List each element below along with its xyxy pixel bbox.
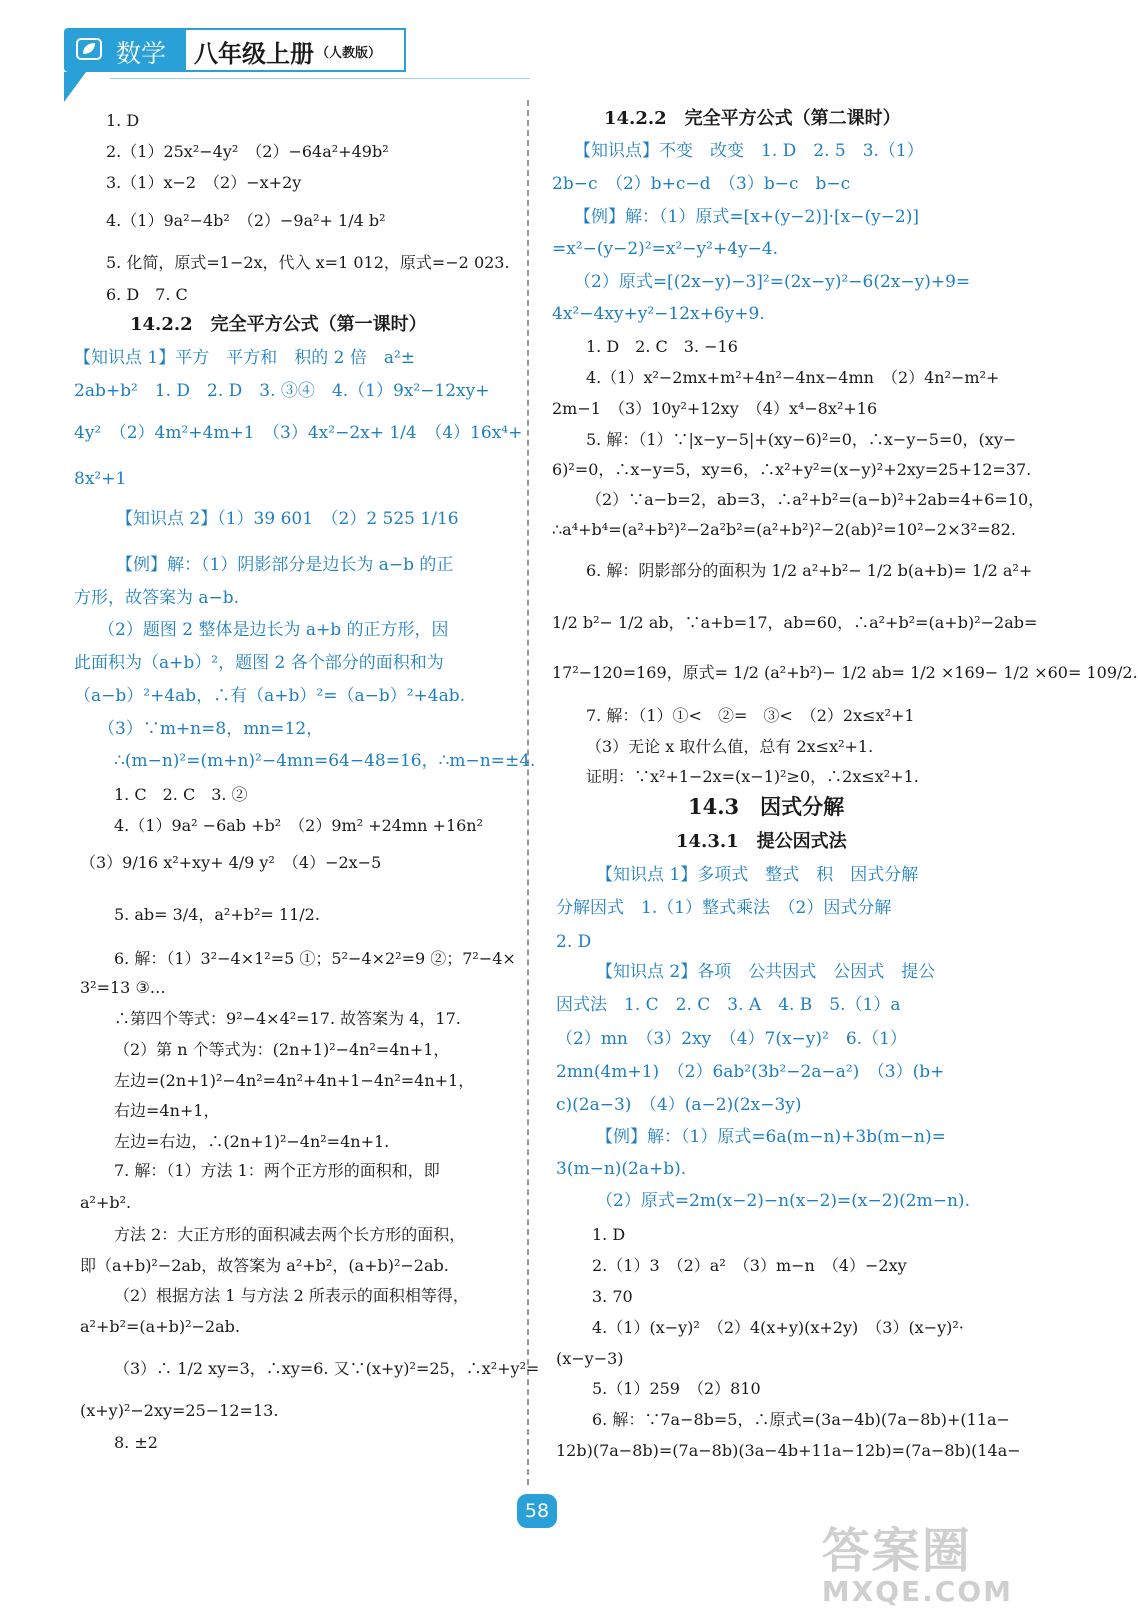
chapter-heading: 14.3 因式分解 <box>688 794 845 819</box>
section-heading: 14.2.2 完全平方公式（第一课时） <box>130 314 427 335</box>
watermark-url: MXQE.COM <box>821 1575 1013 1608</box>
answer-line: 6. D 7. C <box>106 285 188 304</box>
answer-line: （2）第 n 个等式为：(2n+1)²−4n²=4n+1， <box>114 1040 450 1059</box>
answer-line: 【例】解：（1）原式=6a(m−n)+3b(m−n)= <box>596 1127 946 1147</box>
answer-line: 【例】解：（1）原式=[x+(y−2)]·[x−(y−2)] <box>574 207 920 227</box>
answer-line: 【知识点 2】各项 公共因式 公因式 提公 <box>596 962 936 982</box>
answer-line: 6)²=0，∴x−y=5，xy=6，∴x²+y²=(x−y)²+2xy=25+12=37. <box>552 460 1032 479</box>
answer-line: （2）∵a−b=2，ab=3，∴a²+b²=(a−b)²+2ab=4+6=10， <box>586 490 1045 509</box>
answer-line: 2m−1 （3）10y²+12xy （4）x⁴−8x²+16 <box>552 399 878 418</box>
answer-line: 5. 化简，原式=1−2x，代入 x=1 012，原式=−2 023. <box>106 253 510 272</box>
grade-label: 八年级上册 <box>194 39 314 68</box>
answer-line: 2b−c （2）b+c−d （3）b−c b−c <box>552 174 851 194</box>
header-rule <box>110 78 530 79</box>
answer-line: 证明：∵x²+1−2x=(x−1)²≥0，∴2x≤x²+1. <box>586 767 919 786</box>
answer-line: 5. 解：（1）∵|x−y−5|+(xy−6)²=0，∴x−y−5=0，(xy− <box>586 430 1017 449</box>
answer-line: 4y² （2）4m²+4m+1 （3）4x²−2x+ 1/4 （4）16x⁴+ <box>74 423 523 443</box>
answer-line: 6. 解：阴影部分的面积为 1/2 a²+b²− 1/2 b(a+b)= 1/2 a²+ <box>586 561 1033 580</box>
answer-line: 2mn(4m+1) （2）6ab²(3b²−2a−a²) （3）(b+ <box>556 1062 945 1082</box>
answer-line: 1/2 b²− 1/2 ab，∵a+b=17，ab=60，∴a²+b²=(a+b)²−2ab= <box>552 613 1038 632</box>
answer-line: 【知识点】不变 改变 1. D 2. 5 3.（1） <box>574 141 924 161</box>
answer-line: 8x²+1 <box>74 469 127 489</box>
answer-line: c)(2a−3) （4）(a−2)(2x−3y) <box>556 1095 802 1115</box>
answer-line: (x−y−3) <box>556 1349 624 1368</box>
answer-line: 1. C 2. C 3. ② <box>114 785 248 804</box>
column-divider <box>527 100 529 1485</box>
page-number: 58 <box>517 1494 557 1528</box>
answer-line: 3.（1）x−2 （2）−x+2y <box>106 173 302 192</box>
answer-line: 2. D <box>556 932 592 952</box>
page-header <box>64 28 408 80</box>
answer-line: 右边=4n+1， <box>114 1101 220 1120</box>
answer-line: （2）根据方法 1 与方法 2 所表示的面积相等得， <box>114 1286 469 1305</box>
answer-line: （2）mn （3）2xy （4）7(x−y)² 6.（1） <box>556 1029 907 1049</box>
answer-line: 1. D <box>106 111 140 130</box>
answer-line: a²+b². <box>80 1193 132 1212</box>
answer-line: 1. D 2. C 3. −16 <box>586 337 738 356</box>
answer-line: 方法 2：大正方形的面积减去两个长方形的面积， <box>114 1225 466 1244</box>
watermark-logo-text: 答案圈 <box>821 1523 972 1579</box>
answer-line: （2）原式=[(2x−y)−3]²=(2x−y)²−6(2x−y)+9= <box>574 272 971 292</box>
header-tail <box>64 72 86 102</box>
answer-line: （a−b）²+4ab，∴有（a+b）²=（a−b）²+4ab. <box>74 686 466 706</box>
leaf-book-icon <box>76 38 102 60</box>
answer-line: 6. 解：（1）3²−4×1²=5 ①；5²−4×2²=9 ②；7²−4× <box>114 949 516 968</box>
section-heading: 14.3.1 提公因式法 <box>676 831 847 852</box>
answer-line: （3）∵m+n=8，mn=12， <box>98 719 324 739</box>
answer-line: 3(m−n)(2a+b). <box>556 1159 687 1179</box>
answer-line: （2）原式=2m(x−2)−n(x−2)=(x−2)(2m−n). <box>596 1191 970 1211</box>
answer-line: 6. 解：∵7a−8b=5，∴原式=(3a−4b)(7a−8b)+(11a− <box>592 1410 1010 1429</box>
answer-line: 此面积为（a+b）²，题图 2 各个部分的面积和为 <box>74 653 444 673</box>
answer-line: 4.（1）9a² −6ab +b² （2）9m² +24mn +16n² <box>114 816 484 835</box>
answer-line: 1. D <box>592 1225 626 1244</box>
answer-line: 8. ±2 <box>114 1433 158 1452</box>
answer-line: （3）∴ 1/2 xy=3，∴xy=6. 又∵(x+y)²=25，∴x²+y²= <box>114 1359 540 1378</box>
answer-line: 4x²−4xy+y²−12x+6y+9. <box>552 304 765 324</box>
answer-line: =x²−(y−2)²=x²−y²+4y−4. <box>552 239 779 259</box>
grade-box <box>186 28 406 72</box>
answer-line: 3. 70 <box>592 1287 633 1306</box>
answer-line: 2ab+b² 1. D 2. D 3. ③④ 4.（1）9x²−12xy+ <box>74 381 490 401</box>
watermark <box>822 1512 1013 1608</box>
answer-line: （3）9/16 x²+xy+ 4/9 y² （4）−2x−5 <box>80 853 382 872</box>
answer-line: 2.（1）25x²−4y² （2）−64a²+49b² <box>106 142 389 161</box>
answer-line: 【知识点 1】多项式 整式 积 因式分解 <box>596 865 919 885</box>
answer-line: 7. 解：（1）方法 1：两个正方形的面积和，即 <box>114 1161 440 1180</box>
answer-line: ∴a⁴+b⁴=(a²+b²)²−2a²b²=(a²+b²)²−2(ab)²=10²−2×3²=82. <box>552 520 1016 539</box>
answer-line: 分解因式 1.（1）整式乘法 （2）因式分解 <box>556 898 892 918</box>
answer-line: （2）题图 2 整体是边长为 a+b 的正方形，因 <box>98 620 449 640</box>
answer-line: （3）无论 x 取什么值，总有 2x≤x²+1. <box>586 737 874 756</box>
answer-line: 17²−120=169，原式= 1/2 (a²+b²)− 1/2 ab= 1/2 ×169− 1/2 ×60= 109/2. <box>552 663 1138 682</box>
answer-line: 4.（1）x²−2mx+m²+4n²−4nx−4mn （2）4n²−m²+ <box>586 368 1000 387</box>
answer-line: 5.（1）259 （2）810 <box>592 1379 761 1398</box>
answer-line: (x+y)²−2xy=25−12=13. <box>80 1401 279 1420</box>
answer-line: 2.（1）3 （2）a² （3）m−n （4）−2xy <box>592 1256 907 1275</box>
answer-line: 4.（1）9a²−4b² （2）−9a²+ 1/4 b² <box>106 211 386 230</box>
answer-line: a²+b²=(a+b)²−2ab. <box>80 1317 240 1336</box>
answer-line: 4.（1）(x−y)² （2）4(x+y)(x+2y) （3）(x−y)²· <box>592 1318 964 1337</box>
subject-label: 数学 <box>116 39 167 68</box>
publisher-label: （人教版） <box>316 46 382 61</box>
answer-line: 12b)(7a−8b)=(7a−8b)(3a−4b+11a−12b)=(7a−8b)(14a− <box>556 1441 1021 1460</box>
answer-line: 【知识点 1】平方 平方和 积的 2 倍 a²± <box>74 348 416 368</box>
answer-line: 5. ab= 3/4，a²+b²= 11/2. <box>114 905 320 924</box>
answer-line: 【知识点 2】（1）39 601 （2）2 525 1/16 <box>116 509 459 529</box>
answer-line: 因式法 1. C 2. C 3. A 4. B 5.（1）a <box>556 995 901 1015</box>
answer-line: 即（a+b)²−2ab，故答案为 a²+b²，(a+b)²−2ab. <box>80 1256 449 1275</box>
answer-line: ∴(m−n)²=(m+n)²−4mn=64−48=16，∴m−n=±4. <box>114 751 536 771</box>
answer-line: 【例】解：（1）阴影部分是边长为 a−b 的正 <box>116 555 454 575</box>
answer-line: 3²=13 ③… <box>80 978 166 997</box>
section-heading: 14.2.2 完全平方公式（第二课时） <box>604 108 901 129</box>
answer-line: ∴第四个等式：9²−4×4²=17. 故答案为 4，17. <box>114 1009 461 1028</box>
answer-line: 7. 解：（1）①< ②= ③< （2）2x≤x²+1 <box>586 706 915 725</box>
answer-line: 左边=右边，∴(2n+1)²−4n²=4n+1. <box>114 1132 390 1151</box>
answer-line: 方形，故答案为 a−b. <box>74 588 240 608</box>
answer-line: 左边=(2n+1)²−4n²=4n²+4n+1−4n²=4n+1， <box>114 1071 475 1090</box>
